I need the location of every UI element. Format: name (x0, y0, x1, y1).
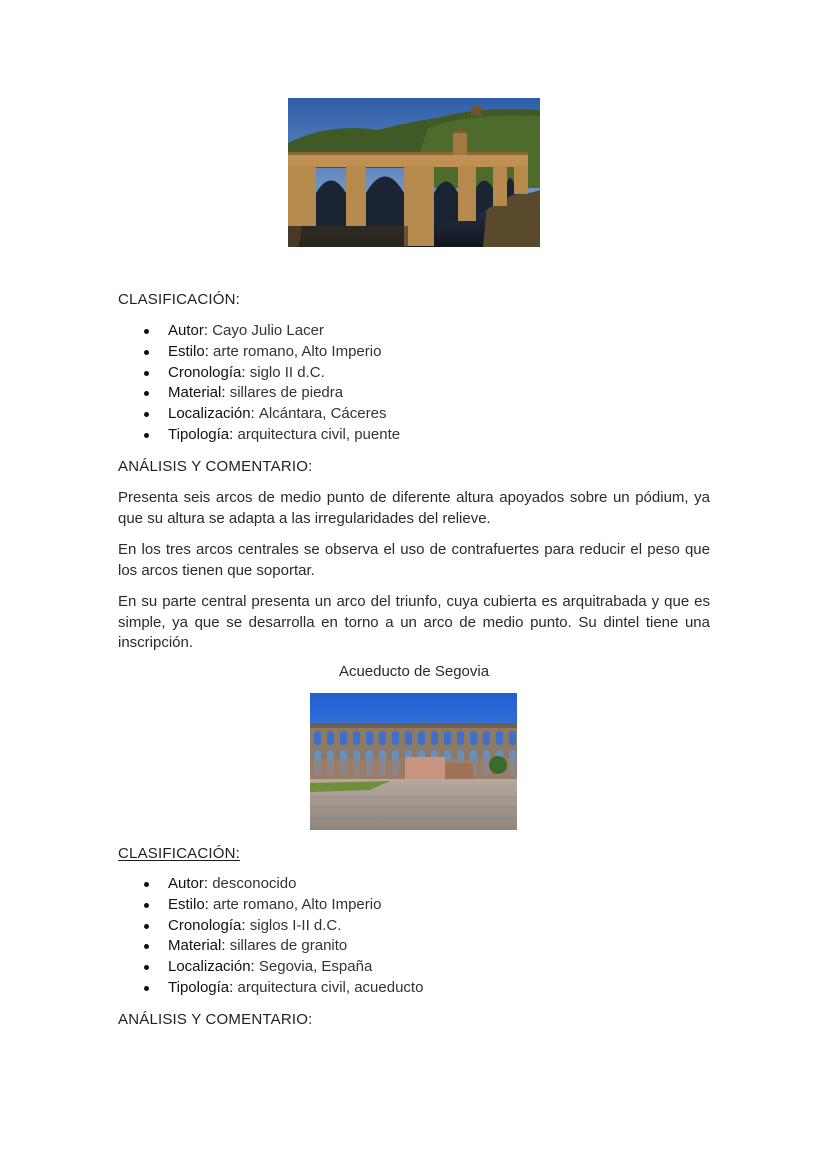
list-item: Material: sillares de granito (168, 936, 423, 957)
analysis-paragraph: En los tres arcos centrales se observa el uso de contrafuertes para reducir el peso que los arcos tienen que soportar. (118, 541, 710, 579)
alcantara-bridge-photo (288, 98, 540, 247)
list-item: Localización: Segovia, España (168, 957, 423, 978)
analysis-paragraph: Presenta seis arcos de medio punto de diferente altura apoyados sobre un pódium, ya que su altura se adapta a las irregularidades del relieve. (118, 489, 710, 527)
aqueduct-title: Acueducto de Segovia (338, 663, 490, 680)
analysis-heading-1: ANÁLISIS Y COMENTARIO: (118, 458, 313, 475)
list-item: Autor: desconocido (168, 874, 423, 895)
list-item: Estilo: arte romano, Alto Imperio (168, 895, 423, 916)
list-item: Estilo: arte romano, Alto Imperio (168, 342, 400, 363)
segovia-aqueduct-photo (310, 693, 517, 830)
classification-list-2 (118, 874, 423, 999)
analysis-heading-2: ANÁLISIS Y COMENTARIO: (118, 1011, 313, 1028)
list-item: Tipología: arquitectura civil, puente (168, 425, 400, 446)
list-item: Localización: Alcántara, Cáceres (168, 404, 400, 425)
classification-list-1 (118, 321, 400, 446)
analysis-paragraph: En su parte central presenta un arco del triunfo, cuya cubierta es arquitrabada y que es simple, ya que se desarrolla en torno a un arco de medio punto. Su dintel tiene una inscripción. (118, 593, 710, 651)
list-item: Tipología: arquitectura civil, acueducto (168, 978, 423, 999)
classification-heading-1: CLASIFICACIÓN: (118, 291, 240, 308)
classification-heading-2: CLASIFICACIÓN: (118, 845, 240, 862)
list-item: Material: sillares de piedra (168, 383, 400, 404)
list-item: Cronología: siglo II d.C. (168, 363, 400, 384)
list-item: Autor: Cayo Julio Lacer (168, 321, 400, 342)
list-item: Cronología: siglos I-II d.C. (168, 916, 423, 937)
